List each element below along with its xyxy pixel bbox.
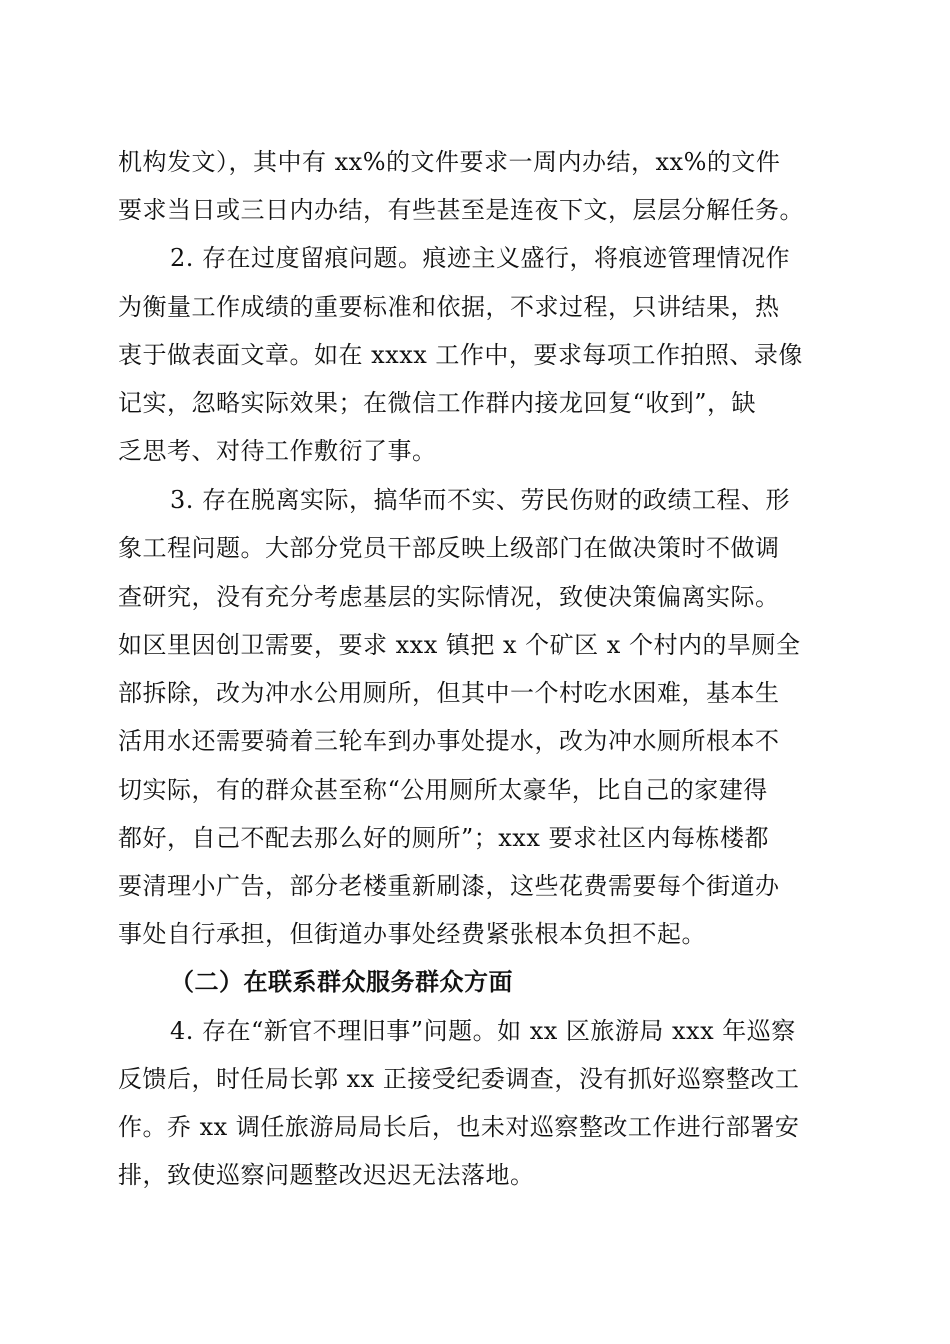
text-line: 作。乔 xx 调任旅游局局长后，也未对巡察整改工作进行部署安 — [118, 1113, 800, 1141]
paragraph-3-line-5 — [0, 673, 950, 713]
text-line: 象工程问题。大部分党员干部反映上级部门在做决策时不做调 — [118, 534, 780, 562]
paragraph-3-line-7 — [0, 770, 950, 810]
text-line: 如区里因创卫需要，要求 xxx 镇把 x 个矿区 x 个村内的旱厕全 — [118, 631, 801, 659]
text-line: 2. 存在过度留痕问题。痕迹主义盛行，将痕迹管理情况作 — [170, 244, 791, 272]
paragraph-3-line-3 — [0, 577, 950, 617]
text-line: 3. 存在脱离实际，搞华而不实、劳民伤财的政绩工程、形 — [170, 486, 791, 514]
text-line: 要求当日或三日内办结，有些甚至是连夜下文，层层分解任务。 — [118, 196, 804, 224]
text-line: 衷于做表面文章。如在 xxxx 工作中，要求每项工作拍照、录像 — [118, 341, 803, 369]
paragraph-3-line-10 — [0, 914, 950, 954]
paragraph-5-line-2 — [0, 1059, 950, 1099]
text-line: 都好，自己不配去那么好的厕所”；xxx 要求社区内每栋楼都 — [118, 824, 770, 852]
paragraph-2-line-2 — [0, 287, 950, 327]
paragraph-1-line-2 — [0, 190, 950, 230]
text-line: 4. 存在“新官不理旧事”问题。如 xx 区旅游局 xxx 年巡察 — [170, 1017, 796, 1045]
section-heading — [0, 962, 950, 1002]
text-line: 为衡量工作成绩的重要标准和依据，不求过程，只讲结果，热 — [118, 293, 780, 321]
text-line: 反馈后，时任局长郭 xx 正接受纪委调查，没有抓好巡察整改工 — [118, 1065, 800, 1093]
paragraph-2-line-1 — [0, 238, 950, 278]
text-line: 记实，忽略实际效果；在微信工作群内接龙回复“收到”，缺 — [118, 389, 757, 417]
text-line: 机构发文），其中有 xx%的文件要求一周内办结，xx%的文件 — [118, 148, 781, 176]
paragraph-5-line-4 — [0, 1155, 950, 1195]
text-line: 乏思考、对待工作敷衍了事。 — [118, 437, 437, 465]
paragraph-2-line-4 — [0, 383, 950, 423]
text-line: 要清理小广告，部分老楼重新刷漆，这些花费需要每个街道办 — [118, 872, 780, 900]
paragraph-2-line-3 — [0, 335, 950, 375]
paragraph-3-line-8 — [0, 818, 950, 858]
paragraph-3-line-1 — [0, 480, 950, 520]
text-line: 排，致使巡察问题整改迟迟无法落地。 — [118, 1161, 535, 1189]
text-line: 部拆除，改为冲水公用厕所，但其中一个村吃水困难，基本生 — [118, 679, 780, 707]
text-line: 活用水还需要骑着三轮车到办事处提水，改为冲水厕所根本不 — [118, 727, 780, 755]
paragraph-2-line-5 — [0, 431, 950, 471]
paragraph-5-line-3 — [0, 1107, 950, 1147]
text-line: 事处自行承担，但街道办事处经费紧张根本负担不起。 — [118, 920, 706, 948]
paragraph-3-line-6 — [0, 721, 950, 761]
section-heading-text: （二）在联系群众服务群众方面 — [170, 967, 513, 996]
paragraph-3-line-4 — [0, 625, 950, 665]
text-line: 切实际，有的群众甚至称“公用厕所太豪华，比自己的家建得 — [118, 776, 768, 804]
paragraph-3-line-2 — [0, 528, 950, 568]
paragraph-1-line-1 — [0, 142, 950, 182]
paragraph-5-line-1 — [0, 1011, 950, 1051]
paragraph-3-line-9 — [0, 866, 950, 906]
text-line: 查研究，没有充分考虑基层的实际情况，致使决策偏离实际。 — [118, 583, 780, 611]
